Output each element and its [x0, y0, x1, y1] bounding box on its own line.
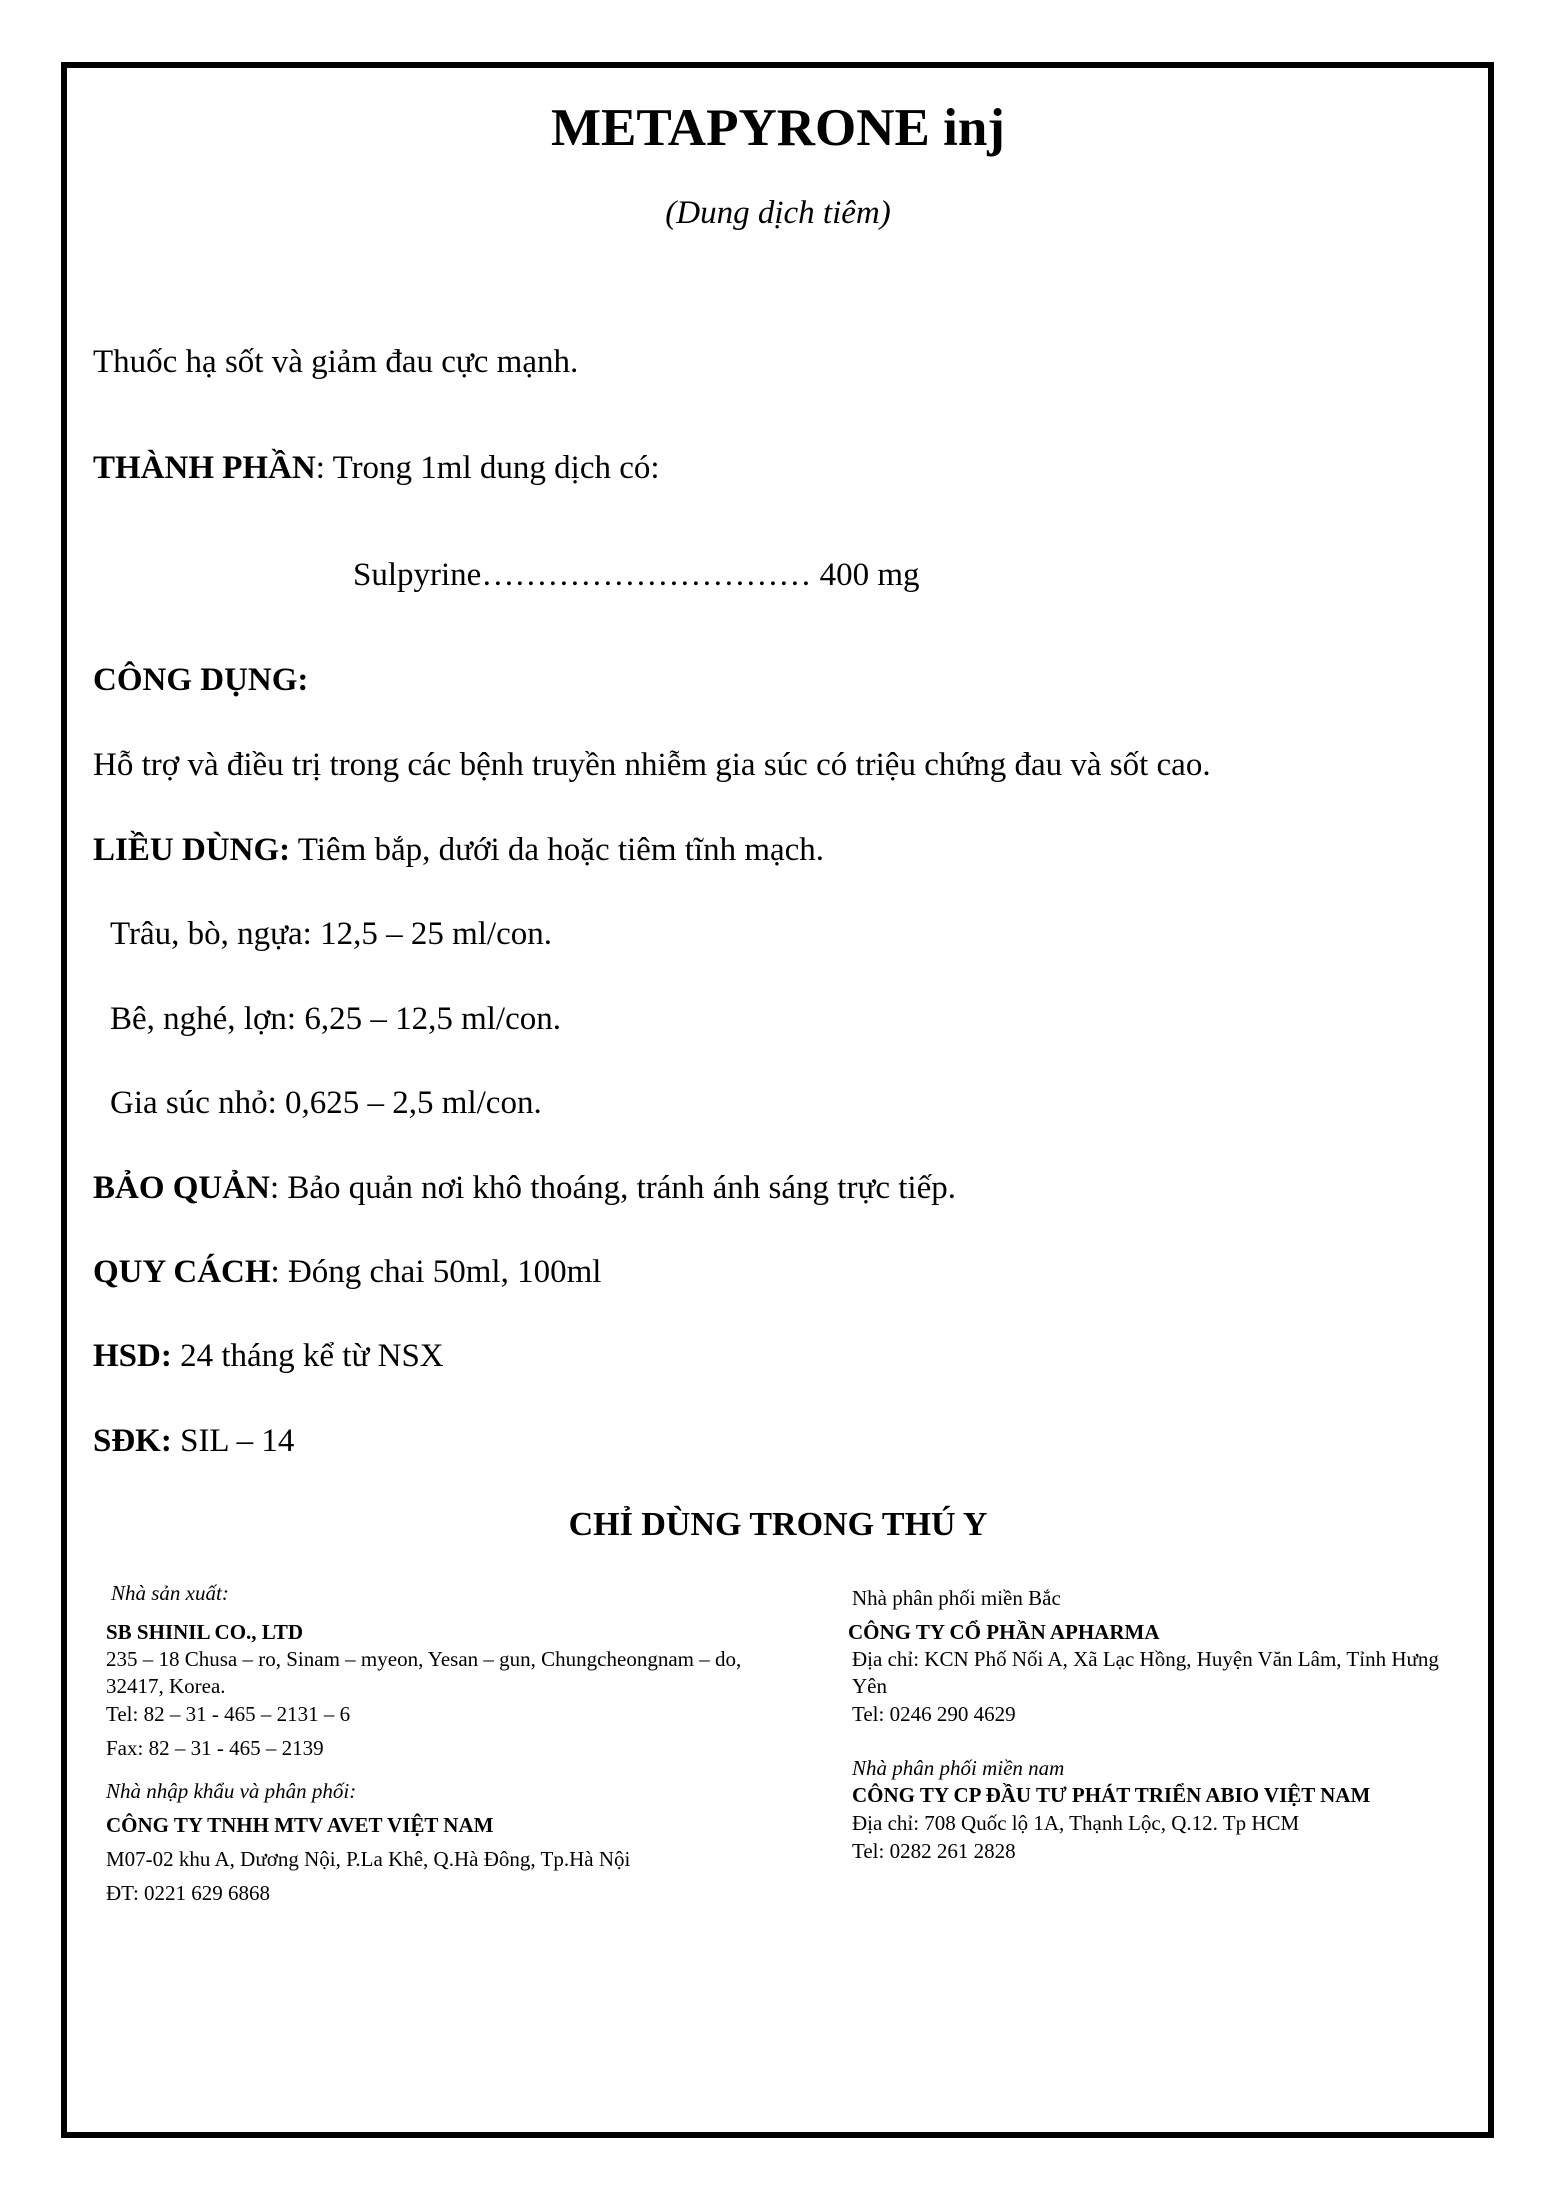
south-distributor-tel: Tel: 0282 261 2828	[852, 1839, 1016, 1863]
storage-label: BẢO QUẢN	[93, 1170, 270, 1206]
product-intro: Thuốc hạ sốt và giảm đau cực mạnh.	[93, 344, 579, 380]
dosage-line-cattle: Trâu, bò, ngựa: 12,5 – 25 ml/con.	[110, 916, 552, 952]
storage-text: : Bảo quản nơi khô thoáng, tránh ánh sáng trực tiếp.	[269, 1170, 956, 1206]
dosage-line-calves-pigs: Bê, nghé, lợn: 6,25 – 12,5 ml/con.	[110, 1001, 561, 1037]
manufacturer-address: 235 – 18 Chusa – ro, Sinam – myeon, Yesan – gun, Chungcheongnam – do, 32417, Korea.	[106, 1647, 742, 1698]
product-title: METAPYRONE inj	[551, 99, 1005, 157]
manufacturer-fax: Fax: 82 – 31 - 465 – 2139	[106, 1736, 324, 1760]
dosage-line-small-livestock: Gia súc nhỏ: 0,625 – 2,5 ml/con.	[110, 1085, 542, 1121]
ingredient-line	[353, 555, 920, 595]
manufacturer-heading: Nhà sản xuất:	[111, 1581, 229, 1605]
uses-text: Hỗ trợ và điều trị trong các bệnh truyền nhiễm gia súc có triệu chứng đau và sốt cao.	[93, 747, 1211, 783]
north-distributor-address: Địa chỉ: KCN Phố Nối A, Xã Lạc Hồng, Huyện Văn Lâm, Tỉnh Hưng Yên	[852, 1647, 1439, 1698]
dosage-text: Tiêm bắp, dưới da hoặc tiêm tĩnh mạch.	[290, 832, 825, 868]
ingredient-amount: 400 mg	[819, 557, 920, 593]
composition-section	[93, 448, 660, 488]
importer-phone: ĐT: 0221 629 6868	[106, 1881, 271, 1905]
registration-label: SĐK:	[93, 1423, 172, 1459]
expiry-section	[93, 1336, 444, 1376]
north-distributor-heading: Nhà phân phối miền Bắc	[852, 1586, 1061, 1610]
packaging-section	[93, 1252, 601, 1292]
dosage-section	[93, 830, 824, 870]
south-distributor-name: CÔNG TY CP ĐẦU TƯ PHÁT TRIỂN ABIO VIỆT NAM	[852, 1783, 1371, 1807]
composition-label: THÀNH PHẦN	[93, 450, 316, 486]
registration-section	[93, 1421, 294, 1461]
veterinary-only-heading: CHỈ DÙNG TRONG THÚ Y	[568, 1506, 988, 1543]
north-distributor-tel: Tel: 0246 290 4629	[852, 1702, 1016, 1726]
dosage-label: LIỀU DÙNG:	[93, 832, 291, 868]
packaging-label: QUY CÁCH	[93, 1254, 271, 1290]
expiry-label: HSD:	[93, 1338, 172, 1374]
north-distributor-name: CÔNG TY CỔ PHẦN APHARMA	[848, 1620, 1160, 1644]
manufacturer-name: SB SHINIL CO., LTD	[106, 1620, 304, 1644]
registration-text: SIL – 14	[171, 1423, 295, 1459]
manufacturer-tel: Tel: 82 – 31 - 465 – 2131 – 6	[106, 1702, 351, 1726]
south-distributor-heading: Nhà phân phối miền nam	[852, 1756, 1065, 1780]
packaging-text: : Đóng chai 50ml, 100ml	[270, 1254, 602, 1290]
south-distributor-address: Địa chỉ: 708 Quốc lộ 1A, Thạnh Lộc, Q.12. Tp HCM	[852, 1811, 1300, 1835]
importer-address: M07-02 khu A, Dương Nội, P.La Khê, Q.Hà Đông, Tp.Hà Nội	[106, 1847, 631, 1871]
importer-name: CÔNG TY TNHH MTV AVET VIỆT NAM	[106, 1813, 494, 1837]
product-subtitle: (Dung dịch tiêm)	[665, 195, 891, 231]
composition-text: : Trong 1ml dung dịch có:	[315, 450, 660, 486]
expiry-text: 24 tháng kể từ NSX	[171, 1338, 444, 1374]
uses-label: CÔNG DỤNG:	[93, 662, 309, 698]
storage-section	[93, 1168, 956, 1208]
importer-heading: Nhà nhập khẩu và phân phối:	[106, 1779, 357, 1803]
ingredient-name: Sulpyrine…………………………	[353, 557, 812, 593]
